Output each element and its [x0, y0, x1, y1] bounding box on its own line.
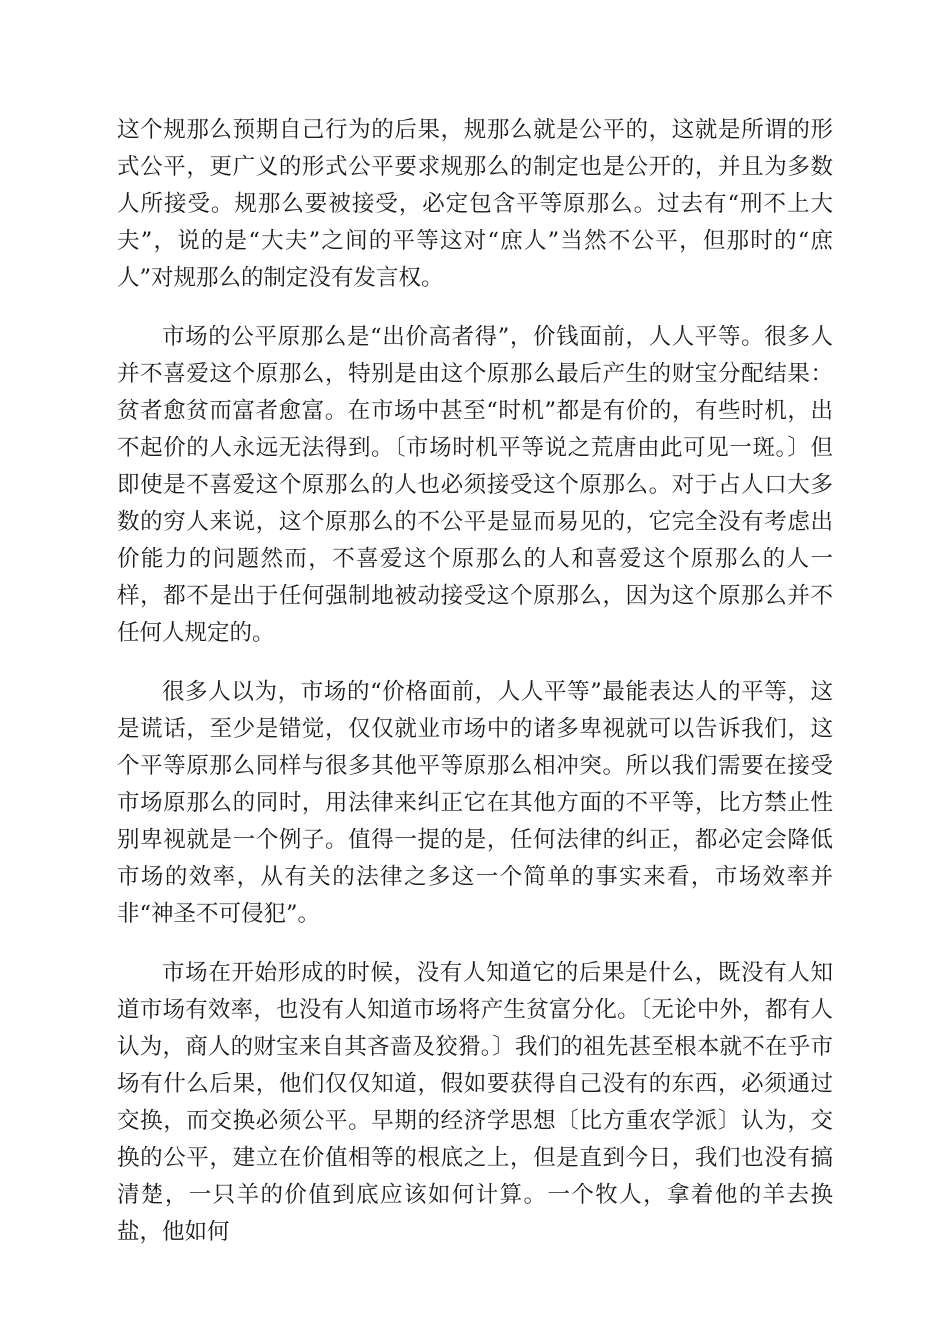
paragraph-3: 很多人以为，市场的“价格面前，人人平等”最能表达人的平等，这是谎话，至少是错觉，仅仅就业市场中的诸多卑视就可以告诉我们，这个平等原那么同样与很多其他平等原那么相冲突。所以我们需要在接受市场原那么的同时，用法律来纠正它在其他方面的不平等，比方禁止性别卑视就是一个例子。值得一提的是，任何法律的纠正，都必定会降低市场的效率，从有关的法律之多这一个简单的事实来看，市场效率并非“神圣不可侵犯”。 [117, 679, 833, 927]
paragraph-1: 这个规那么预期自己行为的后果，规那么就是公平的，这就是所谓的形式公平，更广义的形式公平要求规那么的制定也是公开的，并且为多数人所接受。规那么要被接受，必定包含平等原那么。过去有“刑不上大夫”，说的是“大夫”之间的平等这对“庶人”当然不公平，但那时的“庶人”对规那么的制定没有发言权。 [117, 117, 833, 291]
paragraph-4: 市场在开始形成的时候，没有人知道它的后果是什么，既没有人知道市场有效率，也没有人知道市场将产生贫富分化。〔无论中外，都有人认为，商人的财宝来自其吝啬及狡猾。〕我们的祖先甚至根本就不在乎市场有什么后果，他们仅仅知道，假如要获得自己没有的东西，必须通过交换，而交换必须公平。早期的经济学思想〔比方重农学派〕认为，交换的公平，建立在价值相等的根底之上，但是直到今日，我们也没有搞清楚，一只羊的价值到底应该如何计算。一个牧人，拿着他的羊去换盐，他如何 [117, 960, 833, 1245]
paragraph-2: 市场的公平原那么是“出价高者得”，价钱面前，人人平等。很多人并不喜爱这个原那么，特别是由这个原那么最后产生的财宝分配结果：贫者愈贫而富者愈富。在市场中甚至“时机”都是有价的，有些时机，出不起价的人永远无法得到。〔市场时机平等说之荒唐由此可见一斑。〕但即使是不喜爱这个原那么的人也必须接受这个原那么。对于占人口大多数的穷人来说，这个原那么的不公平是显而易见的，它完全没有考虑出价能力的问题然而，不喜爱这个原那么的人和喜爱这个原那么的人一样，都不是出于任何强制地被动接受这个原那么，因为这个原那么并不任何人规定的。 [117, 324, 833, 646]
body-text [117, 112, 833, 1273]
